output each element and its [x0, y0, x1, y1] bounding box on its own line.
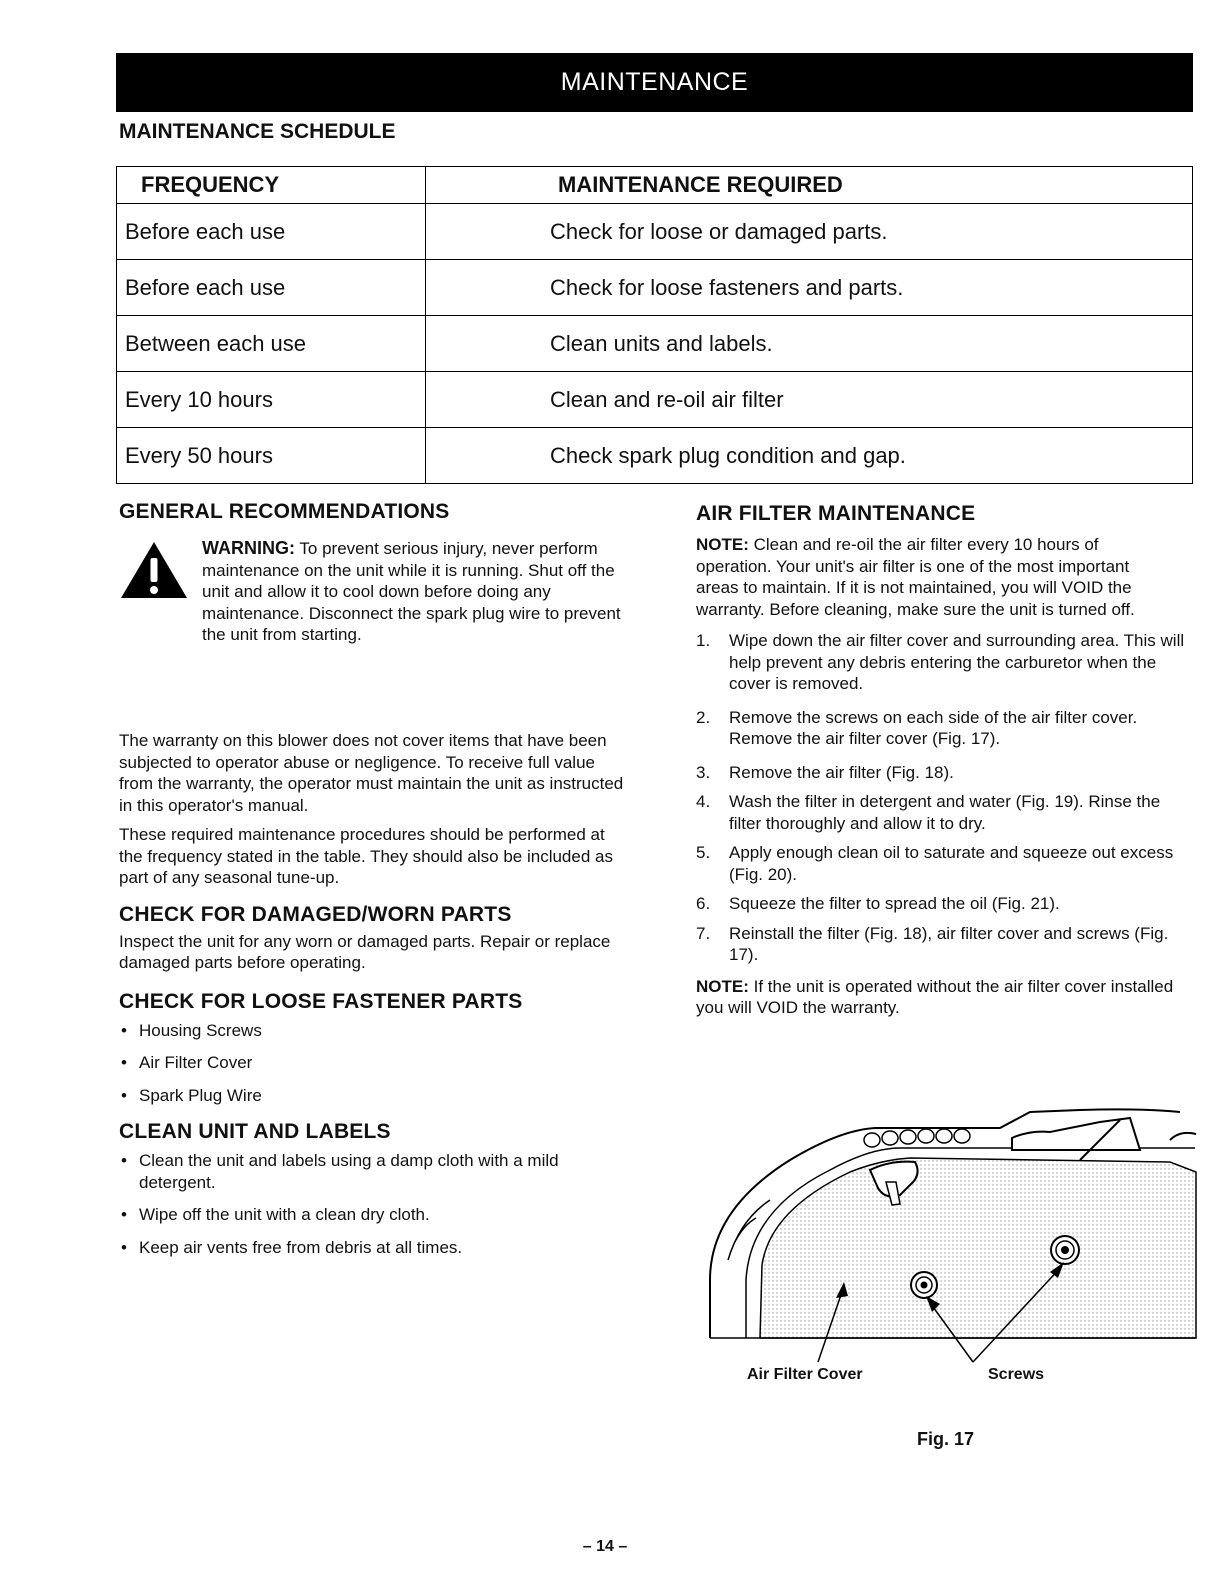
step-number: 6.	[696, 894, 711, 913]
warning-text	[202, 538, 629, 646]
note-body: If the unit is operated without the air filter cover installed you will VOID the warranty.	[696, 976, 1174, 1017]
table-row	[117, 260, 1193, 316]
section-banner: MAINTENANCE	[116, 53, 1193, 112]
step-text: Reinstall the filter (Fig. 18), air filter cover and screws (Fig. 17).	[729, 923, 1169, 964]
list-item	[696, 842, 1196, 885]
step-text: Wipe down the air filter cover and surrounding area. This will help prevent any debris entering the carburetor when the cover is removed.	[729, 631, 1185, 693]
step-number: 4.	[696, 792, 711, 811]
header-frequency: FREQUENCY	[117, 167, 426, 204]
air-filter-heading: AIR FILTER MAINTENANCE	[696, 502, 976, 525]
loose-fasteners-heading: CHECK FOR LOOSE FASTENER PARTS	[119, 989, 523, 1013]
table-header-row	[117, 167, 1193, 204]
step-text: Remove the air filter (Fig. 18).	[729, 762, 954, 782]
frequency-cell: Before each use	[117, 260, 426, 316]
step-text: Wash the filter in detergent and water (Fig. 19). Rinse the filter thoroughly and allow it to dry.	[729, 792, 1161, 833]
page-number: – 14 –	[582, 1538, 628, 1555]
list-item: • Keep air vents free from debris at all times.	[119, 1237, 629, 1259]
warning-triangle-icon	[119, 540, 189, 600]
list-item	[696, 791, 1196, 834]
step-text: Remove the screws on each side of the air filter cover. Remove the air filter cover (Fig. 17).	[729, 707, 1138, 748]
maintenance-schedule-table	[116, 166, 1193, 484]
warranty-paragraph: The warranty on this blower does not cover items that have been subjected to operator abuse or negligence. To receive full value from the warranty, the operator must maintain the unit as instructed in this operator's manual.	[119, 731, 624, 815]
list-item: • Wipe off the unit with a clean dry cloth.	[119, 1204, 629, 1226]
damaged-parts-text: Inspect the unit for any worn or damaged parts. Repair or replace damaged parts before operating.	[119, 931, 611, 972]
procedures-paragraph: These required maintenance procedures should be performed at the frequency stated in the table. They should also be included as part of any seasonal tune-up.	[119, 825, 613, 887]
left-column	[119, 500, 629, 1258]
frequency-cell: Between each use	[117, 316, 426, 372]
list-item: • Air Filter Cover	[119, 1052, 629, 1074]
step-number: 7.	[696, 923, 711, 943]
screw-icon	[911, 1272, 937, 1298]
list-item	[696, 893, 1196, 915]
table-row	[117, 316, 1193, 372]
air-filter-warranty-note	[696, 976, 1176, 1019]
list-item: • Spark Plug Wire	[119, 1085, 629, 1107]
air-filter-steps	[696, 630, 1196, 966]
list-item	[696, 762, 1196, 784]
step-number: 1.	[696, 631, 711, 650]
table-row	[117, 428, 1193, 484]
screw-icon	[1051, 1236, 1079, 1264]
list-item: • Clean the unit and labels using a damp cloth with a mild detergent.	[119, 1150, 609, 1193]
step-number: 5.	[696, 843, 711, 862]
step-text: Apply enough clean oil to saturate and squeeze out excess (Fig. 20).	[729, 843, 1174, 884]
air-filter-cover-label: Air Filter Cover	[747, 1366, 863, 1383]
frequency-cell: Every 10 hours	[117, 372, 426, 428]
task-cell: Check for loose or damaged parts.	[426, 204, 1193, 260]
fasteners-list	[119, 1020, 629, 1107]
step-text: Squeeze the filter to spread the oil (Fig. 21).	[729, 894, 1060, 913]
frequency-cell: Every 50 hours	[117, 428, 426, 484]
warning-block	[119, 538, 629, 688]
figure-caption: Fig. 17	[917, 1429, 975, 1449]
table-row	[117, 372, 1193, 428]
header-maintenance-required: MAINTENANCE REQUIRED	[426, 167, 1193, 204]
list-item	[696, 630, 1196, 695]
air-filter-note	[696, 534, 1176, 620]
warning-body: To prevent serious injury, never perform maintenance on the unit while it is running. Shut off the unit and allow it to cool down before doing any maintenance. Disconnect the spark plug wire to prevent the unit from starting.	[202, 539, 621, 644]
warning-label: WARNING:	[202, 538, 295, 558]
clean-list	[119, 1150, 629, 1258]
step-number: 3.	[696, 762, 711, 782]
damaged-parts-heading: CHECK FOR DAMAGED/WORN PARTS	[119, 902, 512, 926]
list-item: • Housing Screws	[119, 1020, 629, 1042]
task-cell: Check for loose fasteners and parts.	[426, 260, 1193, 316]
right-column	[696, 502, 1196, 1019]
screws-label: Screws	[988, 1366, 1045, 1383]
note-label: NOTE:	[696, 976, 749, 996]
air-filter-cover-illustration	[700, 1100, 1200, 1400]
task-cell: Clean units and labels.	[426, 316, 1193, 372]
list-item	[696, 707, 1196, 750]
general-recommendations-heading: GENERAL RECOMMENDATIONS	[119, 500, 450, 523]
schedule-title: MAINTENANCE SCHEDULE	[119, 120, 396, 143]
task-cell: Clean and re-oil air filter	[426, 372, 1193, 428]
note-label: NOTE:	[696, 535, 749, 554]
clean-unit-heading: CLEAN UNIT AND LABELS	[119, 1120, 391, 1143]
figure-17	[700, 1100, 1200, 1400]
list-item	[696, 923, 1196, 966]
task-cell: Check spark plug condition and gap.	[426, 428, 1193, 484]
note-body: Clean and re-oil the air filter every 10 hours of operation. Your unit's air filter is one of the most important areas to maintain. If it is not maintained, you will VOID the warranty. Before cleaning, make sure the unit is turned off.	[696, 535, 1135, 619]
frequency-cell: Before each use	[117, 204, 426, 260]
table-row	[117, 204, 1193, 260]
step-number: 2.	[696, 707, 711, 727]
